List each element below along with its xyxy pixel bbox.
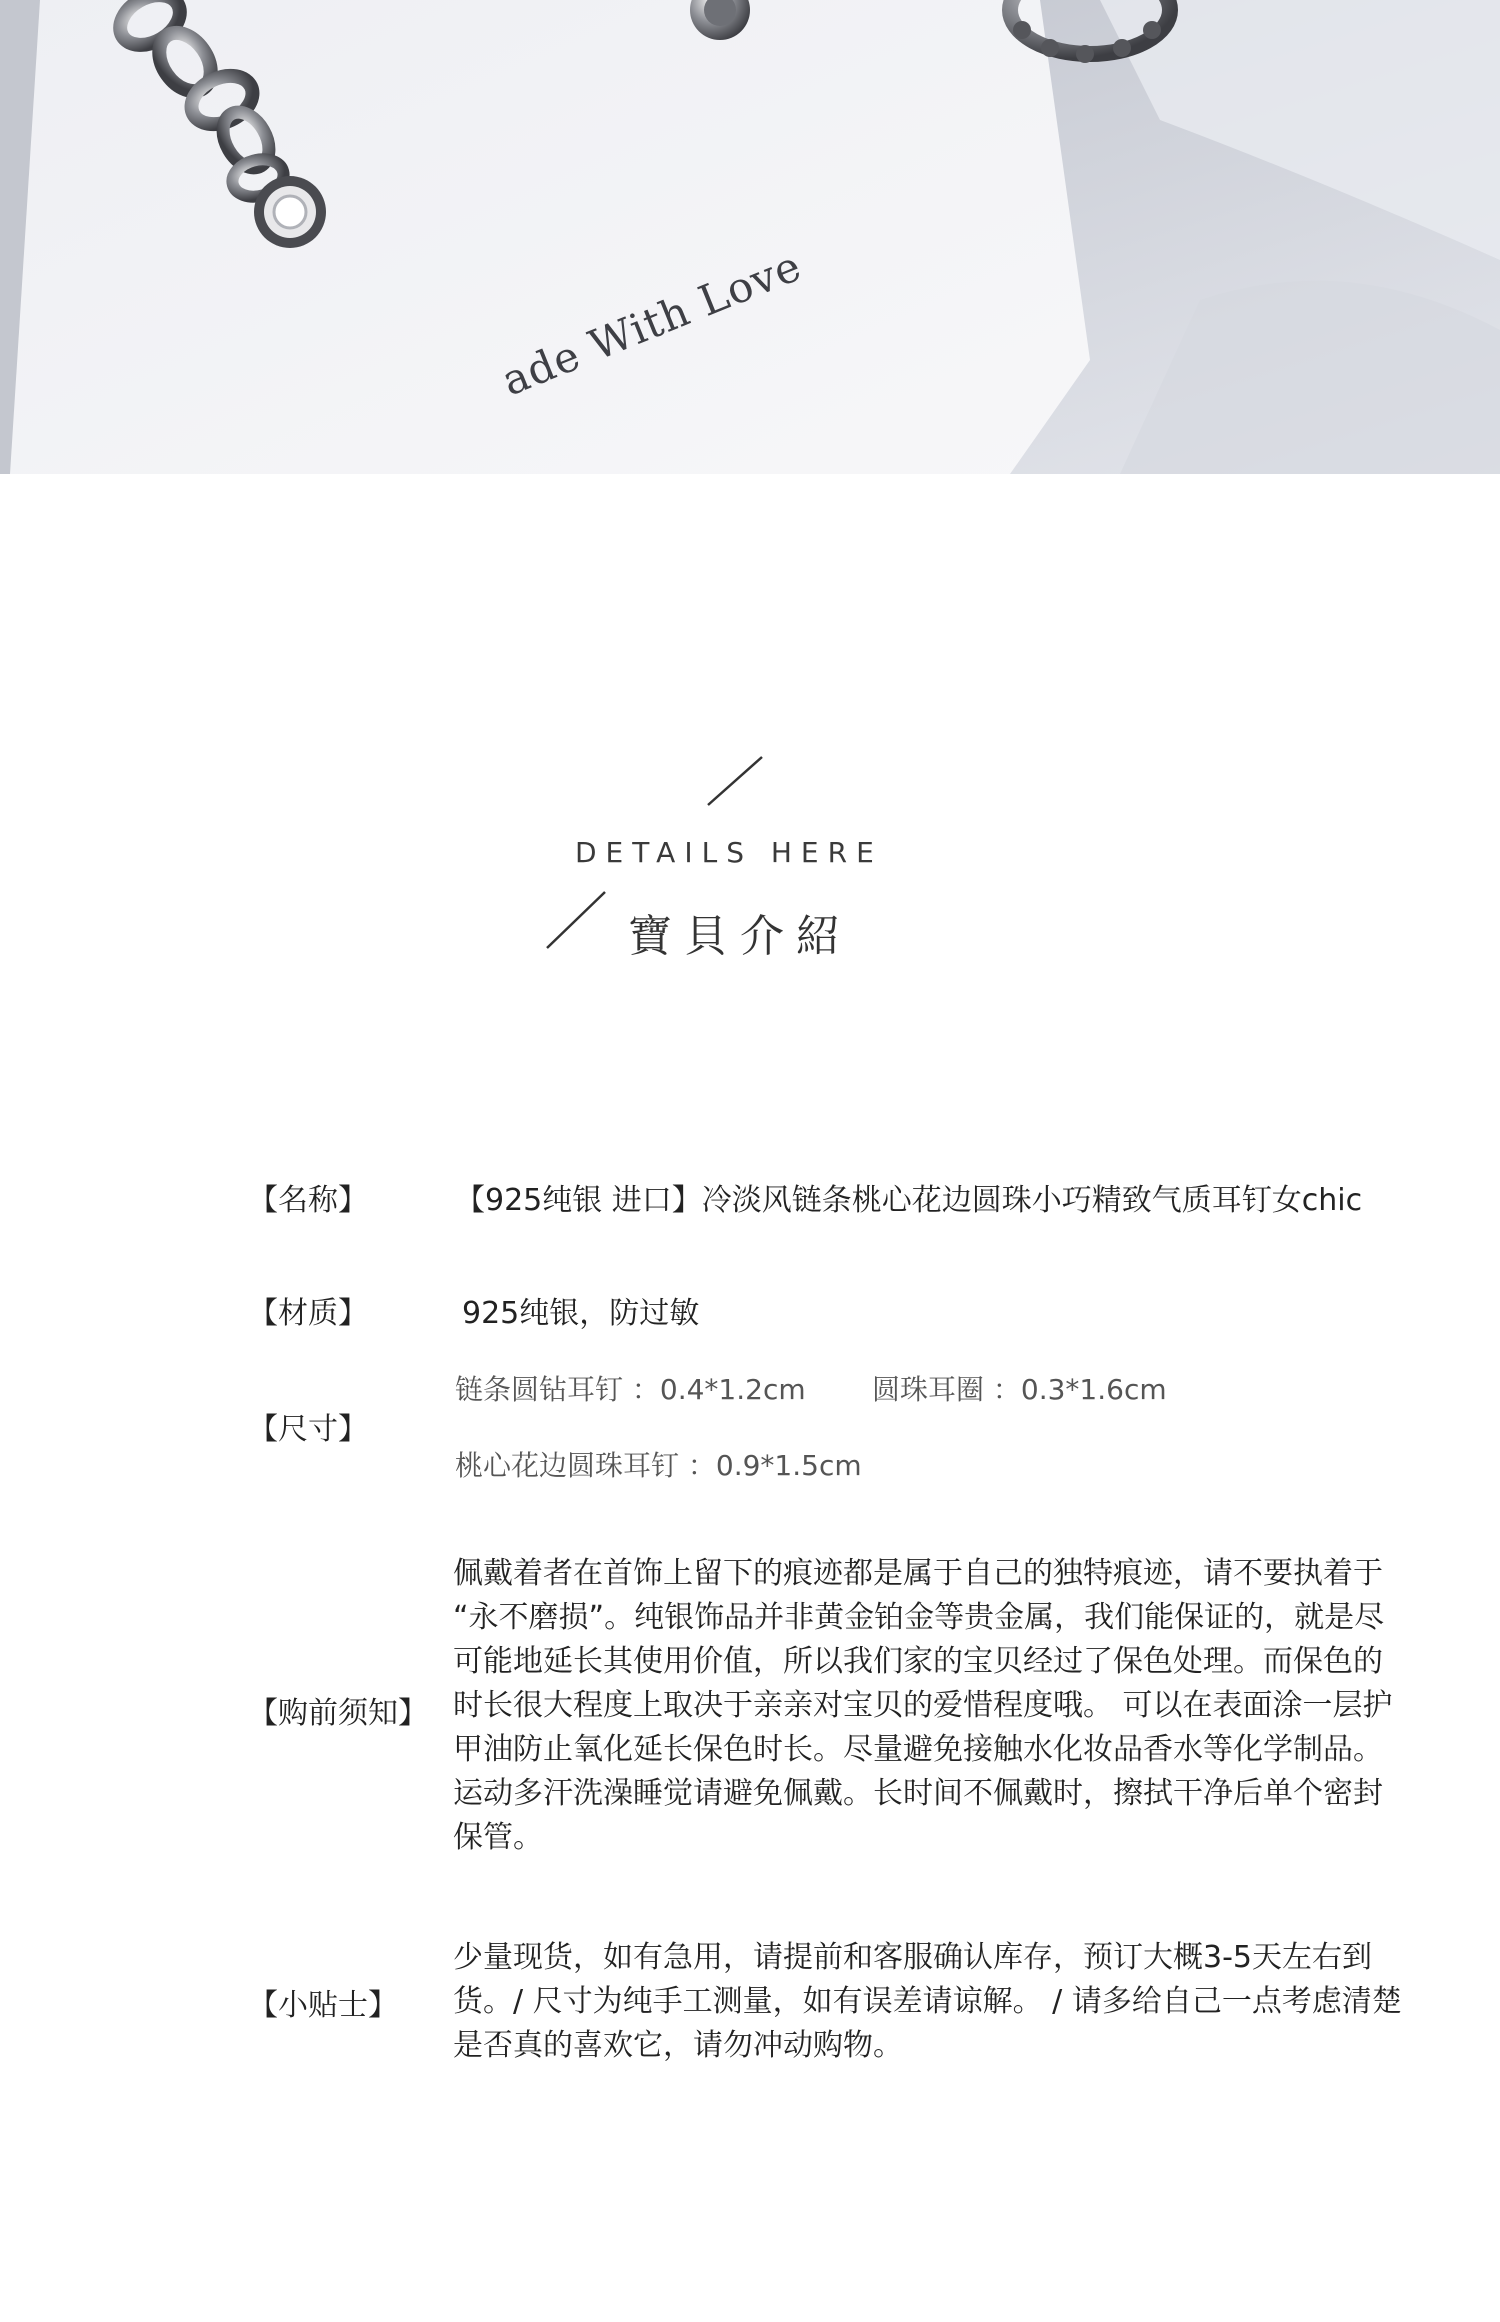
size-item-heart-stud: 桃心花边圆珠耳钉 ：0.9*1.5cm (455, 1449, 862, 1482)
notice-line: 佩戴着者在首饰上留下的痕迹都是属于自己的独特痕迹，请不要执着于 (453, 1556, 1383, 1591)
tips-line: 是否真的喜欢它，请勿冲动购物。 (453, 2028, 903, 2063)
section-heading-chinese: 寶貝介紹 (628, 911, 852, 962)
size-item-chain-stud: 链条圆钻耳钉 ：0.4*1.2cm (455, 1373, 806, 1406)
notice-line: 可能地延长其使用价值，所以我们家的宝贝经过了保色处理。而保色的 (453, 1644, 1383, 1679)
name-value: 【925纯银 进口】冷淡风链条桃心花边圆珠小巧精致气质耳钉女chic (455, 1183, 1363, 1218)
notice-line: 运动多汗洗澡睡觉请避免佩戴。长时间不佩戴时，擦拭干净后单个密封 (453, 1776, 1383, 1811)
tips-line: 少量现货，如有急用，请提前和客服确认库存，预订大概3-5天左右到 (453, 1940, 1372, 1975)
product-photo (0, 0, 1500, 474)
section-heading-english: DETAILS HERE (575, 836, 883, 869)
name-label: 【名称】 (248, 1183, 368, 1218)
material-value: 925纯银，防过敏 (462, 1296, 700, 1331)
notice-line: “永不磨损”。纯银饰品并非黄金铂金等贵金属，我们能保证的，就是尽 (453, 1600, 1385, 1635)
tips-label: 【小贴士】 (248, 1988, 398, 2023)
size-label: 【尺寸】 (248, 1412, 368, 1447)
slash-decoration-top (706, 755, 764, 807)
tips-line: 货。/ 尺寸为纯手工测量，如有误差请谅解。 / 请多给自己一点考虑清楚 (453, 1984, 1402, 2019)
product-photo-illustration (0, 0, 1500, 474)
notice-line: 保管。 (453, 1820, 543, 1855)
notice-line: 时长很大程度上取决于亲亲对宝贝的爱惜程度哦。 可以在表面涂一层护 (453, 1688, 1393, 1723)
tips-paragraph (453, 1936, 1473, 2068)
material-label: 【材质】 (248, 1296, 368, 1331)
notice-line: 甲油防止氧化延长保色时长。尽量避免接触水化妆品香水等化学制品。 (453, 1732, 1383, 1767)
slash-decoration-bottom (545, 890, 607, 950)
notice-paragraph (453, 1552, 1473, 1860)
notice-label: 【购前须知】 (248, 1696, 428, 1731)
size-item-bead-hoop: 圆珠耳圈 ：0.3*1.6cm (872, 1373, 1167, 1406)
hero-caption: ade With Love (495, 240, 809, 406)
